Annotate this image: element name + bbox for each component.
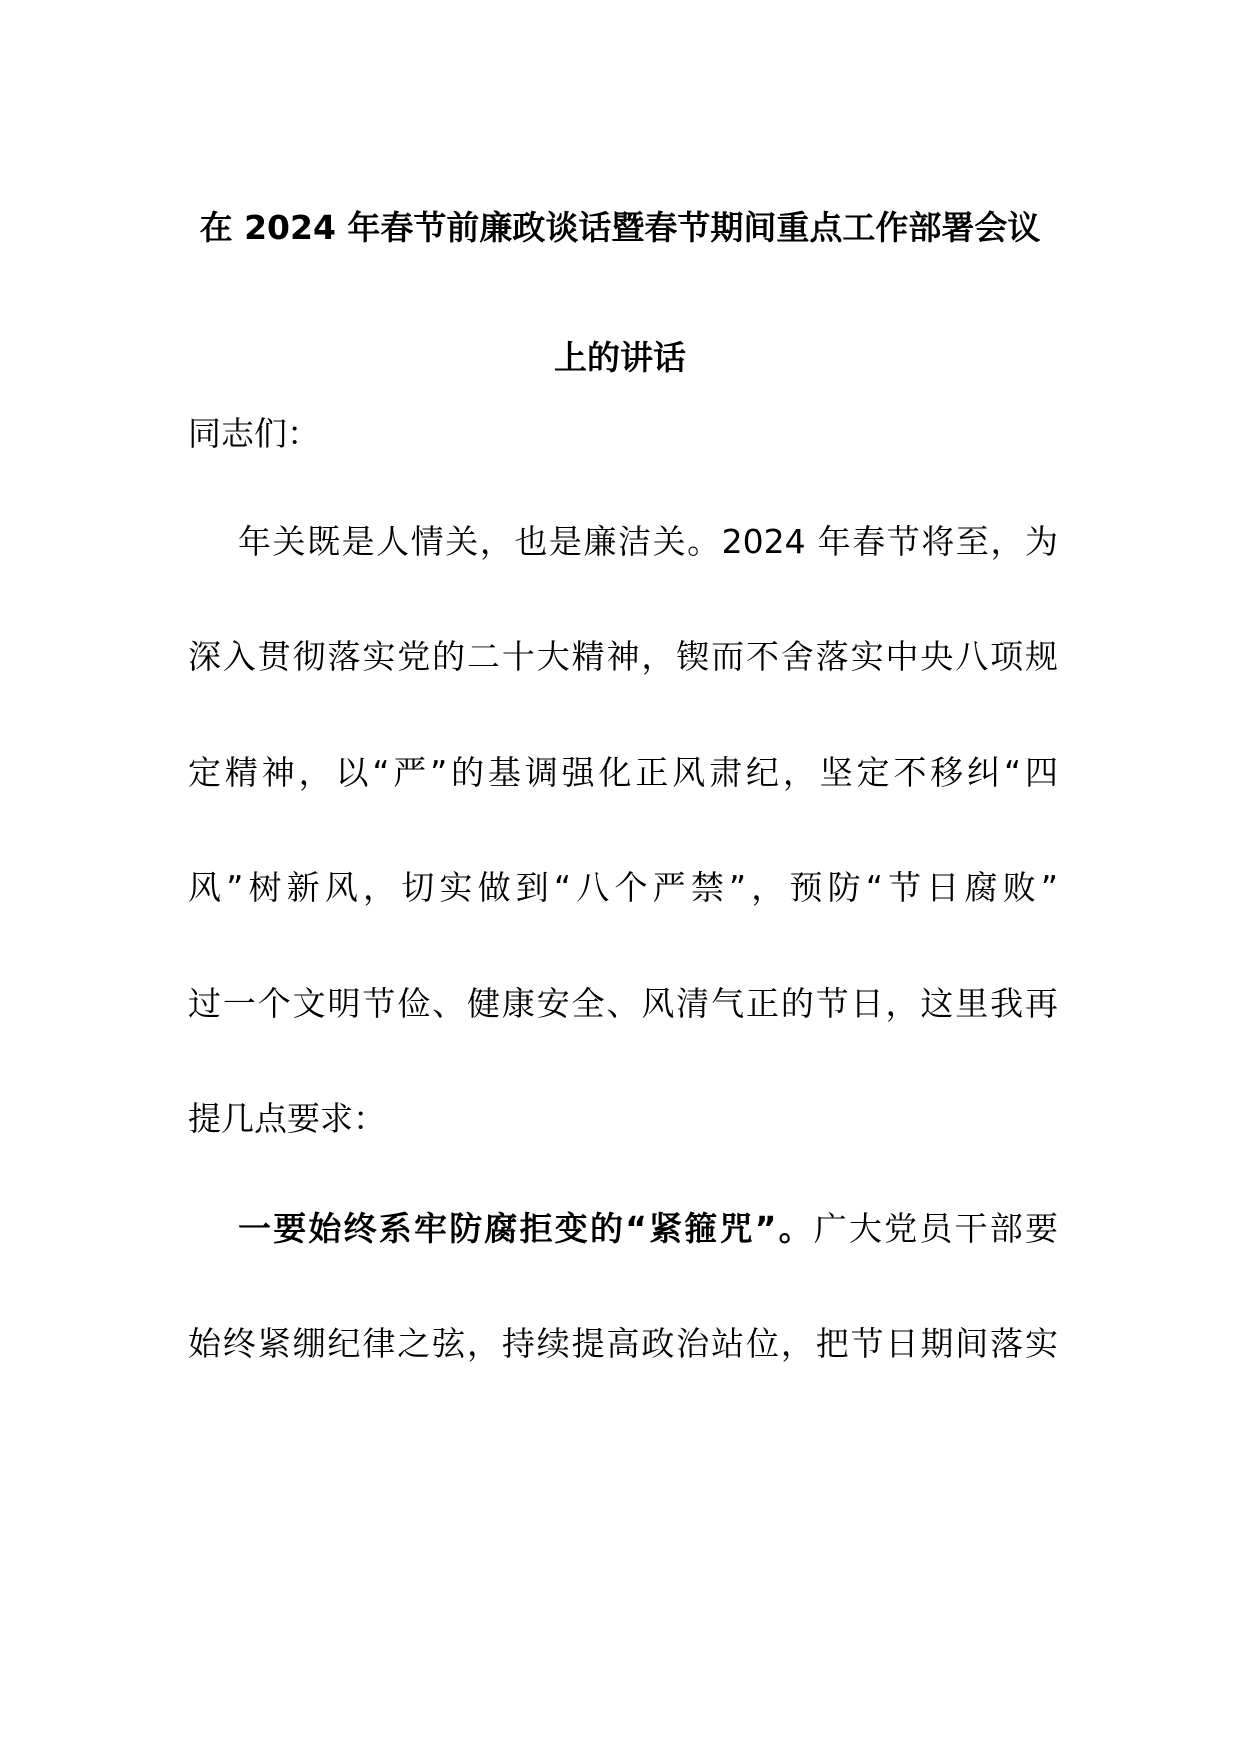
document-title-line-2: 上的讲话 bbox=[554, 338, 686, 377]
paragraph-2-heading: 一要始终系牢防腐拒变的“紧箍咒”。 bbox=[238, 1209, 814, 1248]
salutation: 同志们： bbox=[188, 414, 320, 453]
paragraph-2-line-1-rest: 广大党员干部要 bbox=[813, 1209, 1058, 1248]
paragraph-1-line-1: 年关既是人情关，也是廉洁关。2024 年春节将至，为 bbox=[238, 522, 1058, 561]
paragraph-2-line-2: 始终紧绷纪律之弦，持续提高政治站位，把节日期间落实 bbox=[188, 1324, 1058, 1363]
paragraph-1-line-6: 提几点要求： bbox=[188, 1099, 386, 1138]
paragraph-1-line-5: 过一个文明节俭、健康安全、风清气正的节日，这里我再 bbox=[188, 984, 1058, 1023]
paragraph-1-line-2: 深入贯彻落实党的二十大精神，锲而不舍落实中央八项规 bbox=[188, 637, 1058, 676]
paragraph-1-line-3: 定精神，以“严”的基调强化正风肃纪，坚定不移纠“四 bbox=[188, 753, 1058, 792]
paragraph-1-line-4: 风”树新风，切实做到“八个严禁”，预防“节日腐败” bbox=[188, 868, 1058, 907]
paragraph-2-line-1 bbox=[238, 1207, 1058, 1251]
document-title-line-1: 在 2024 年春节前廉政谈话暨春节期间重点工作部署会议 bbox=[199, 208, 1041, 247]
